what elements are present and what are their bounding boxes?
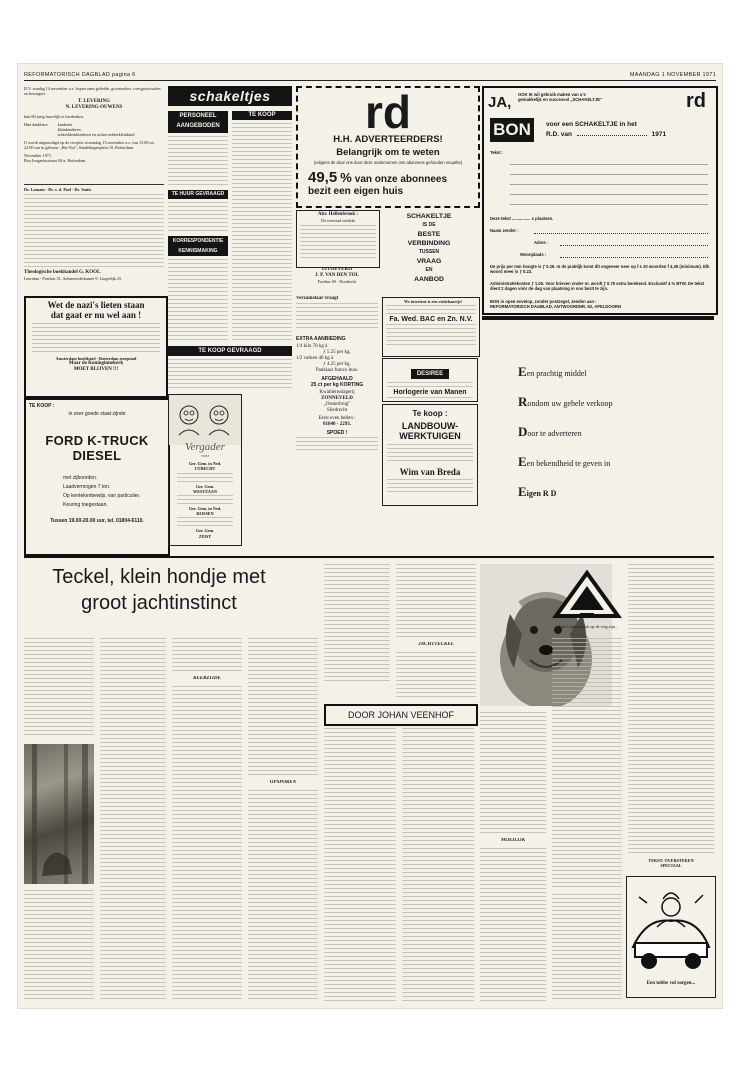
ford-title: FORD K-TRUCK DIESEL	[45, 433, 149, 464]
article-col-9	[480, 712, 546, 834]
te-koop-header-text: TE KOOP	[248, 112, 276, 118]
family-address: Boa Jongeriusstraat 94-a, Rotterdam.	[24, 157, 87, 163]
vergader-cartoon	[169, 395, 241, 445]
schakeltje-coupon	[482, 86, 718, 315]
article-col-6b	[396, 652, 476, 700]
schakeltje-line: VRAAG	[416, 258, 442, 265]
family-jubilee: hun 60-jarig huwelijk te herdenken.	[24, 114, 84, 120]
family-reception: U wordt uitgenodigd op de receptie woensdag 13 november a.s. van 15.00 tot 22.00 uur in gebouw „Het Nut", Sandelingenplein 10, Rotterdam.	[24, 140, 154, 151]
hellenbrook-ad	[296, 210, 380, 268]
aanbieding-naam2: „Oosterbrug"	[323, 402, 351, 407]
bookshop-name: Theologische boekhandel G. KOOL	[24, 270, 101, 276]
schakeltje-verbinding-box	[382, 210, 476, 292]
nazi-sub-3: MOET BLIJVEN !!!	[73, 367, 119, 373]
hellenbrook-title: Abr. Hellenbrook :	[317, 212, 359, 217]
vergader-subtitle: varia	[200, 453, 210, 458]
acrostic-text: ondom uw gehele verkoop	[527, 399, 613, 408]
coupon-adres-label: Adres :	[534, 240, 549, 245]
car-cartoon	[626, 876, 716, 998]
subhead-moeilijk: MOEILIJK	[500, 838, 526, 843]
landbouw-title-2: WERKTUIGEN	[399, 431, 461, 441]
schakeltje-line: IS DE	[422, 222, 436, 228]
hellenbrook-sub: De eenvoud ontdekt	[321, 218, 355, 223]
schakeltje-line: TUSSEN	[418, 249, 440, 255]
article-col-6	[396, 564, 476, 640]
bookshop-body-text	[24, 194, 164, 268]
te-koop-header	[232, 111, 292, 120]
anwb-caption: „Auto's kunnen ook op de weg zijn...	[555, 624, 619, 629]
aanbieding-line: 1/4 kilo 70 kg à	[296, 344, 328, 349]
family-thanks: Hun dankbare	[24, 121, 48, 127]
erdee-acrostic	[518, 364, 718, 514]
coupon-price: De prijs per mm hoogte is ƒ 0.29. In de praktijk komt dit ongeveer neer op f ± 20 woorden f 4.35 (minimum). Elk woord meer is ƒ 0.22.	[490, 264, 710, 275]
nazi-sub-1: Amsterdam hoofdstad - Rotterdam stoepstad	[55, 356, 137, 361]
coupon-address: REFORMATORISCH DAGBLAD, ANTWOORDNR. 92, APELDOORN	[490, 304, 621, 309]
uitgeverij-addr: Postbus 60 - Dordrecht	[317, 279, 357, 284]
coupon-bon-badge: BON	[490, 118, 534, 142]
aanbieding-ad	[296, 336, 378, 506]
coupon-naam-field[interactable]	[534, 233, 708, 234]
continued-line: TEKST: OVERSTEKEN	[648, 858, 694, 863]
te-koop-gevraagd-header	[168, 346, 292, 356]
article-top-rule	[24, 556, 714, 558]
coupon-rd-logo: rd	[686, 90, 706, 112]
schakeltje-line: AANBOD	[414, 276, 444, 283]
rd-note: (volgens de door ons door deze ondernomen ons abonnees gehouden enquête)	[313, 160, 463, 165]
acrostic-letter: D	[518, 424, 528, 439]
article-headline-1: Teckel, klein hondje met	[52, 566, 266, 588]
article-col-5	[324, 564, 390, 682]
vergader-varia	[168, 394, 242, 546]
huur-header	[168, 190, 228, 199]
article-col-1b	[24, 890, 94, 1002]
bookshop-ad	[24, 187, 164, 292]
forest-photo	[24, 744, 94, 884]
coupon-intro-1: OOK IK wil gebruik maken van u's	[518, 92, 586, 97]
ford-te-koop: TE KOOP :	[29, 403, 55, 409]
nazi-body-text	[32, 323, 160, 353]
article-col-10	[552, 638, 622, 888]
article-headline-2: groot jachtinstinct	[81, 592, 237, 614]
uitgeverij-ad	[296, 267, 378, 289]
newspaper-page	[18, 64, 722, 1008]
coupon-bon-text-2: R.D. van	[546, 131, 573, 138]
family-month: November 1971	[24, 152, 52, 158]
te-koop-gevraagd-text: TE KOOP GEVRAAGD	[198, 348, 262, 354]
rd-line-1: H.H. ADVERTEERDERS!	[333, 134, 443, 145]
coupon-intro-2: gemakkelijk en succesvol „SCHAKELTJE"	[518, 97, 603, 103]
family-member: kinderen	[57, 121, 73, 127]
rd-logo: rd	[365, 86, 411, 138]
coupon-send: BON in open envelop, zonder postzegel, zenden aan :	[490, 299, 597, 304]
coupon-tekst-lines[interactable]	[510, 155, 708, 213]
schakeltje-line: SCHAKELTJE	[406, 213, 452, 220]
aanbieding-nr: 01840 - 2293.	[323, 422, 351, 427]
landbouw-te-koop: Te koop :	[412, 409, 448, 418]
article-col-2	[100, 638, 166, 1002]
vergader-place: RIJSSEN	[196, 511, 214, 517]
huur-header-text: TE HUUR GEVRAAGD	[171, 191, 225, 197]
korrespondentie-listings	[168, 259, 228, 341]
acrostic-text: igen R D	[526, 489, 557, 498]
vergader-place: UTRECHT	[194, 466, 216, 472]
aanbieding-tel: Eerst even bellen :	[318, 416, 356, 421]
vergader-org: Ger. Gem. in Ned.	[188, 506, 222, 512]
schakeltjes-logo	[168, 86, 292, 106]
landbouw-title-1: LANDBOUW-	[401, 421, 459, 431]
family-member: kleinkinderen	[57, 126, 81, 132]
acrostic-text: en prachtig middel	[526, 369, 587, 378]
article-headline	[24, 564, 294, 632]
rd-percent: 49,5	[308, 169, 338, 187]
vergader-org: Ger. Gem. in Ned.	[188, 461, 222, 467]
ford-contact: Tussen 19.00-20.00 uur, tel. 01804-6110.	[50, 518, 144, 525]
aanbieding-title: EXTRA AANBIEDING	[296, 336, 346, 342]
byline-text: DOOR JOHAN VEENHOF	[347, 710, 454, 720]
aanbieding-plaats: Sliedrecht	[326, 408, 348, 413]
personeel-line: PERSONEEL	[179, 113, 217, 119]
vergader-place: ZEIST	[198, 533, 212, 539]
acrostic-letter: E	[518, 454, 527, 469]
article-col-8	[402, 728, 474, 1002]
nazi-headline-1: Wet de nazi's lieten staan	[47, 300, 145, 310]
rd-line-2: Belangrijk om te weten	[336, 147, 440, 158]
landbouw-ad	[382, 404, 478, 506]
family-name-2: N. LEVERING-OUWENS	[65, 105, 123, 111]
aanbieding-afgehaald: AFGEHAALD	[321, 376, 353, 382]
acrostic-letter: E	[518, 364, 527, 379]
nazi-sub-2: Maar de Koninginnekerk	[68, 361, 124, 367]
korrespondentie-header	[168, 236, 228, 256]
personeel-line: AANGEBODEN	[176, 123, 220, 129]
schakeltjes-logo-text: schakeltjes	[189, 88, 271, 104]
divider	[24, 184, 164, 185]
landbouw-name: Wim van Breda	[399, 467, 461, 477]
nazi-ad	[24, 296, 168, 398]
verzamelaar-title: Verzamelaar vraagt	[296, 296, 339, 301]
personeel-listings	[168, 136, 228, 186]
article-col-4	[248, 638, 318, 778]
car-caption: Een tobbe vol zorgen...	[646, 981, 696, 986]
coupon-year: 1971	[651, 131, 667, 138]
schakeltje-line: BESTE	[417, 231, 441, 238]
family-member: achterkleinkinderen en achter-achterkleinkind	[57, 132, 135, 138]
aanbieding-line: Panklaar franco huis.	[315, 368, 359, 373]
article-col-11	[628, 564, 714, 854]
uitgeverij-title: UITGEVERIJ	[321, 267, 353, 272]
subhead-opsporen: OPSPOREN	[269, 780, 297, 785]
bac-name: Fa. Wed. BAC en Zn. N.V.	[389, 316, 473, 324]
family-notice-date: D.V. zondag 14 november a.s. hopen onze geliefde, grootouders, overgrootouders en bezorgers	[24, 86, 161, 97]
aanbieding-line: 1/2 varken 40 kg à	[296, 356, 334, 361]
aanbieding-slagerij: Kwaliteitsslagerij	[319, 390, 355, 395]
bookshop-address: Leerdam - Postbus 31, Aalsmeerderkamer 9, Lingedijk 25.	[24, 276, 123, 282]
ford-feature: Keuring toegestaan.	[63, 502, 108, 509]
subhead-keerzijde: KEERZIJDE	[193, 676, 221, 681]
ford-state: in zeer goede staat zijnde	[68, 411, 126, 417]
verzamelaar-ad	[296, 296, 378, 332]
aanbieding-naam: ZONNEVELD	[321, 396, 353, 401]
aanbieding-korting: 25 ct per kg KORTING	[310, 382, 364, 388]
article-col-9b	[480, 848, 546, 1002]
acrostic-letter: R	[518, 394, 528, 409]
article-col-7	[324, 728, 396, 1002]
vergader-org: Ger. Gem.	[195, 528, 215, 534]
acrostic-text: en bekendheid te geven in	[526, 459, 611, 468]
ford-truck-ad	[24, 398, 170, 556]
coupon-woonplaats-field[interactable]	[560, 257, 708, 258]
rd-tail: van onze abonnees	[354, 174, 448, 186]
aanbieding-line: ƒ 4.25 per kg.	[323, 362, 351, 367]
uitgeverij-name: J. P. VAN DEN TOL	[315, 273, 359, 278]
continued-line: SPECIAAL	[660, 863, 682, 869]
anwb-warning-sign	[552, 570, 622, 620]
coupon-bottom-bar	[482, 316, 714, 320]
vergader-title: Vergader	[185, 441, 225, 453]
te-koop-gevraagd-listings	[168, 359, 292, 389]
header-left: REFORMATORISCH DAGBLAD pagina 6	[24, 72, 136, 78]
article-byline	[324, 704, 478, 726]
article-col-1	[24, 638, 94, 738]
acrostic-text: oor te adverteren	[527, 429, 582, 438]
vergader-place: WESTZAAN	[193, 488, 217, 494]
schakeltje-line: EN	[425, 267, 433, 273]
bac-intro: We interieur is een visitekaartje!	[404, 299, 463, 304]
subhead-jachtteckel: JACHTTECKEL	[418, 642, 454, 647]
article-col-4b	[248, 790, 318, 1002]
coupon-tekst-label: Tekst :	[490, 150, 504, 155]
vergader-org: Ger. Gem.	[195, 483, 215, 489]
article-col-3	[172, 638, 242, 674]
korrespondentie-line: KORRESPONDENTIE	[172, 238, 224, 244]
coupon-adres-field[interactable]	[560, 245, 708, 246]
ford-feature: Laadvermogen 7 ton.	[63, 484, 111, 491]
header-rule	[24, 80, 716, 81]
aanbieding-spoed: SPOED !	[326, 430, 348, 436]
desiree-logo: DESIREE	[411, 369, 449, 379]
article-continued	[628, 858, 714, 870]
personeel-header	[168, 111, 228, 133]
schakeltje-line: VERBINDING	[407, 240, 451, 247]
family-notice	[24, 86, 164, 182]
coupon-bon-text-1: voor een SCHAKELTJE in het	[546, 121, 637, 128]
rd-advertisers-ad	[296, 86, 480, 208]
rd-tail-2: bezit een eigen huis	[308, 186, 404, 198]
article-col-10b	[552, 894, 622, 1002]
desiree-title: Horlogerie van Manen	[393, 389, 467, 396]
rd-percent-sign: %	[340, 170, 352, 186]
coupon-plaatsen: Deze tekst ................ x plaatsen.	[490, 216, 554, 221]
ford-feature: met zijboorden.	[63, 475, 98, 482]
coupon-ja: JA,	[488, 94, 512, 111]
ford-feature: Op kentekenbewijs, van particulier.	[63, 493, 141, 500]
korrespondentie-line: KENNISMAKING	[178, 248, 218, 254]
acrostic-letter: E	[518, 484, 527, 499]
bookshop-intro: Ds. Lamain - Ds. v. d. Poel - Ds. Smits	[24, 187, 92, 192]
coupon-woonplaats-label: Woonplaats :	[520, 252, 547, 257]
aanbieding-line: ƒ 5.25 per kg.	[323, 350, 351, 355]
header-date: MAANDAG 1 NOVEMBER 1971	[629, 72, 716, 78]
coupon-fee: Administratiekosten ƒ 1.00. Voor brieven onder nr. wordt ƒ 0.75 extra berekend. Exclusief 4 % BTW. De tekst dient 2 dagen vóór de dag van plaatsing in ons bezit te zijn.	[490, 281, 705, 292]
desiree-ad	[382, 358, 478, 402]
huur-listings	[168, 202, 228, 232]
family-name-1: T. LEVERING	[77, 99, 111, 105]
article-col-3b	[172, 686, 242, 1002]
page-header	[24, 70, 716, 82]
coupon-naam-label: Naam zender :	[490, 228, 519, 233]
nazi-headline-2: dat gaat er nu wel aan !	[50, 310, 142, 320]
bac-ad	[382, 297, 480, 357]
te-koop-listings	[232, 123, 292, 341]
